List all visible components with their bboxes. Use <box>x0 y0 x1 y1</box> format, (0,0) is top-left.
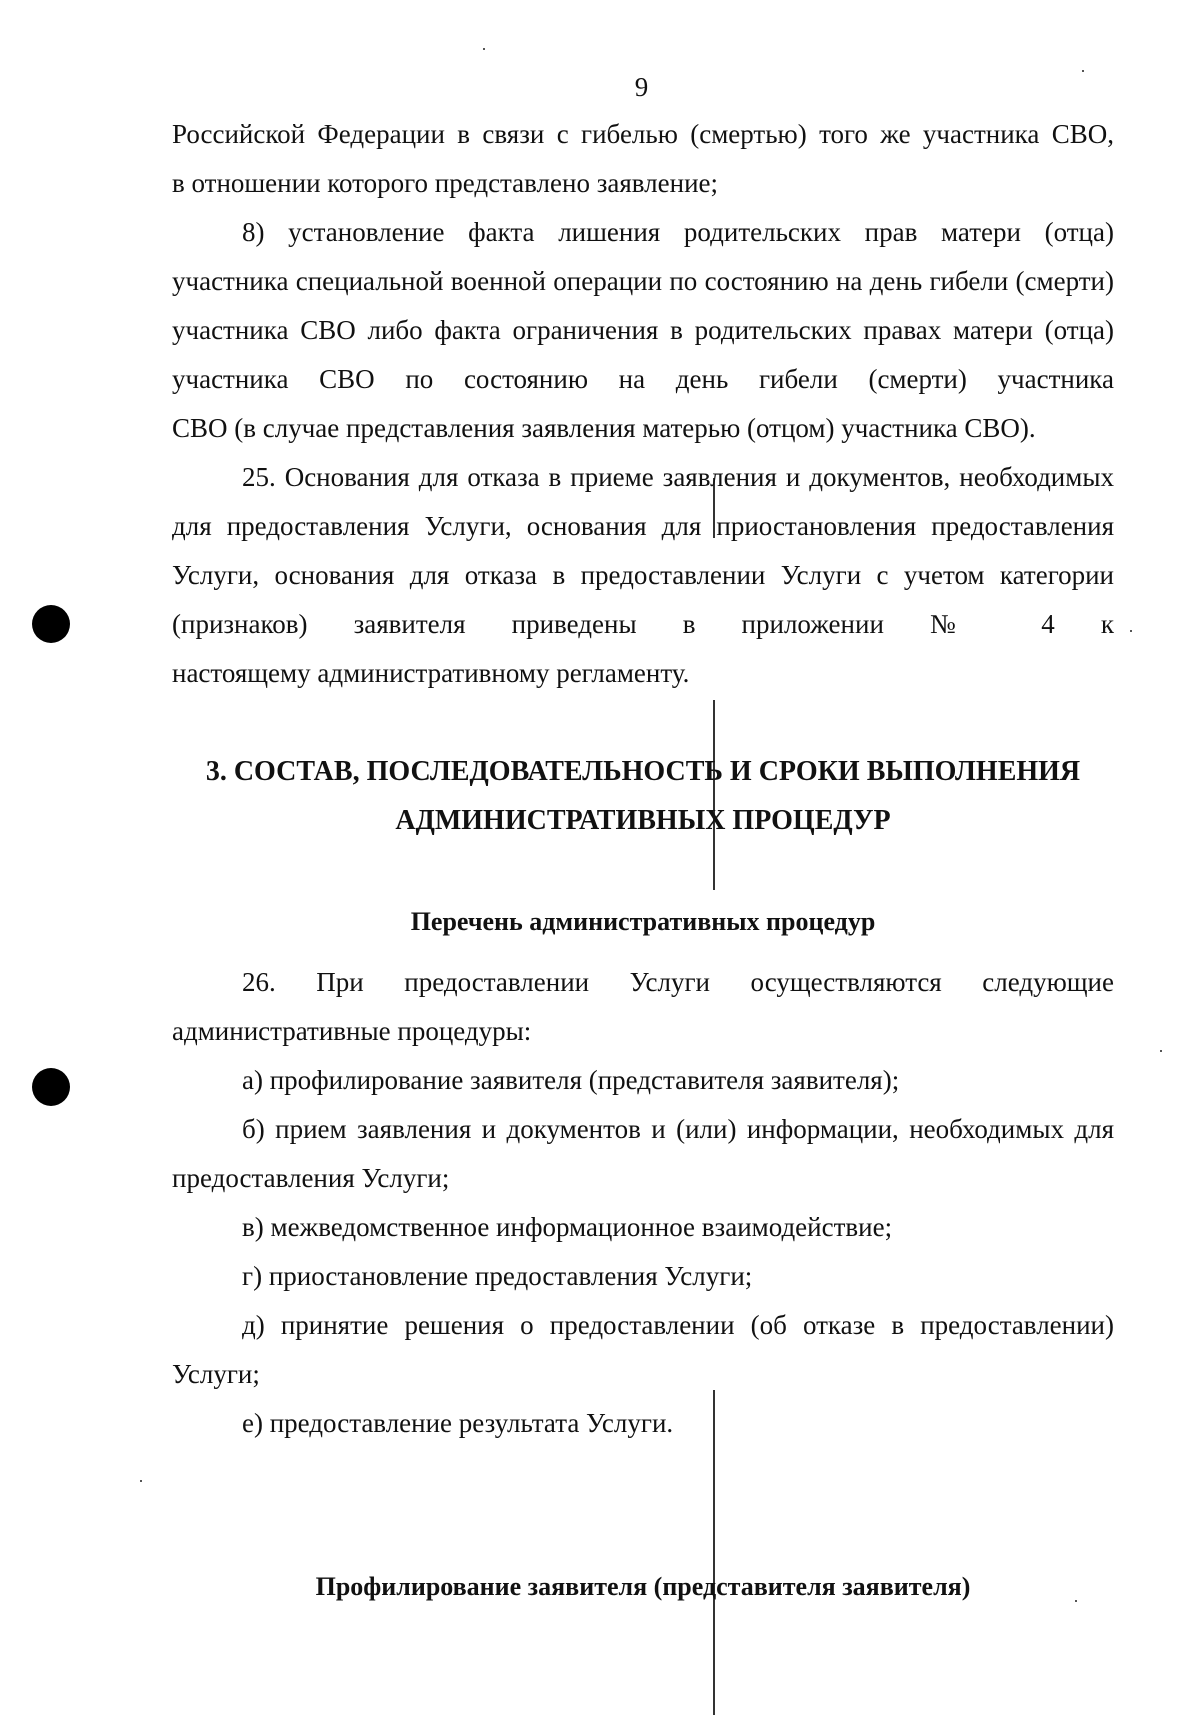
list-item-d-line1: д) принятие решения о предоставлении (об отказе в предоставлении) <box>242 1310 1114 1340</box>
list-item-e: е) предоставление результата Услуги. <box>242 1408 674 1438</box>
paragraph-continuation-line1: Российской Федерации в связи с гибелью (смертью) того же участника СВО, <box>172 119 1114 149</box>
list-item-v: в) межведомственное информационное взаимодействие; <box>242 1212 893 1242</box>
scan-fold-line-middle <box>713 700 715 890</box>
paragraph-continuation-line2: в отношении которого представлено заявление; <box>172 168 719 198</box>
scan-speck <box>140 1480 142 1482</box>
item-8-last-line: СВО (в случае представления заявления матерью (отцом) участника СВО). <box>172 413 1036 443</box>
subheading-applicant-profiling: Профилирование заявителя (представителя заявителя) <box>315 1572 971 1601</box>
section-heading-line1: 3. СОСТАВ, ПОСЛЕДОВАТЕЛЬНОСТЬ И СРОКИ ВЫПОЛНЕНИЯ <box>205 756 1081 787</box>
item-8-paragraph: 8) установление факта лишения родительских прав матери (отца) участника специальной военной операции по состоянию на день гибели (смерти) участника СВО либо факта ограничения в родительских правах матери (отца) участника СВО по состоянию на день гибели (смерти) участника <box>172 217 1114 394</box>
list-item-g: г) приостановление предоставления Услуги; <box>242 1261 753 1291</box>
list-item-b-line1: б) прием заявления и документов и (или) информации, необходимых для <box>242 1114 1114 1144</box>
item-26-line1: 26. При предоставлении Услуги осуществляются следующие <box>242 967 1114 997</box>
list-item-a: а) профилирование заявителя (представителя заявителя); <box>242 1065 900 1095</box>
item-25-paragraph: 25. Основания для отказа в приеме заявления и документов, необходимых для предоставления Услуги, основания для приостановления предоставления Услуги, основания для отказа в предоставлении Услуги с учетом категории (признаков) заявителя приведены в приложении № 4 к <box>172 462 1114 639</box>
punch-hole-bottom <box>32 1068 70 1106</box>
section-heading-line2: АДМИНИСТРАТИВНЫХ ПРОЦЕДУР <box>395 805 891 836</box>
subheading-procedures-list: Перечень административных процедур <box>410 907 876 936</box>
item-25-last-line: настоящему административному регламенту. <box>172 658 690 688</box>
punch-hole-top <box>32 605 70 643</box>
item-26-line2: административные процедуры: <box>172 1016 532 1046</box>
scan-speck <box>1130 630 1132 632</box>
list-item-d-line2: Услуги; <box>172 1359 260 1389</box>
scan-speck <box>1160 1050 1162 1052</box>
list-item-b-line2: предоставления Услуги; <box>172 1163 450 1193</box>
scan-speck <box>483 48 485 50</box>
page-number: 9 <box>634 72 649 102</box>
